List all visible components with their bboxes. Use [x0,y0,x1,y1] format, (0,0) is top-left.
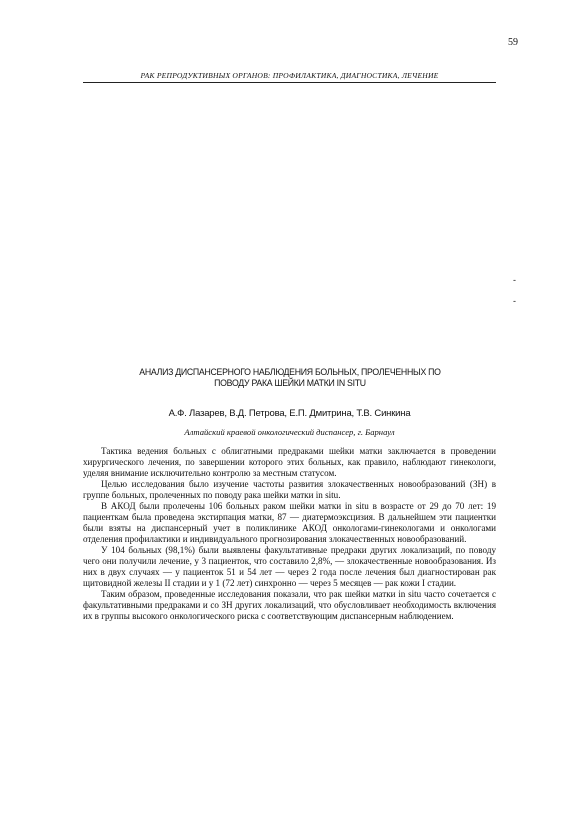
body-paragraph: Целью исследования было изучение частоты развития злокачественных новообразований (ЗН) в группе больных, пролеченных по поводу рака шейки матки in situ. [83,479,496,500]
margin-mark: - [513,275,516,285]
body-paragraph: У 104 больных (98,1%) были выявлены факультативные предраки других локализаций, по поводу чего они получили лечение, у 3 пациенток, что составило 2,8%, — злокачественные новообразования. Из них в двух случаях — у пациенток 51 и 54 лет — через 2 года после лечения был диагностирован рак щитовидной железы II стадии и у 1 (72 лет) синхронно — через 5 месяцев — рак кожи I стадии. [83,545,496,588]
body-paragraph: Тактика ведения больных с облигатными предраками шейки матки заключается в проведении хирургического лечения, по завершении которого этих больных, как правило, наблюдают гинекологи, уделяя внимание исключительно контролю за местным статусом. [83,446,496,478]
body-paragraph: В АКОД были пролечены 106 больных раком шейки матки in situ в возрасте от 29 до 70 лет: 19 пациенткам была проведена экстирпация матки, 87 — диатермоэксцизия. В дальнейшем эти пациентки были взяты на диспансерный учет в поликлинике АКОД онкологами-гинекологами и онкологами отделения профилактики и индивидуального прогнозирования злокачественных новообразований. [83,501,496,544]
header-rule [83,82,496,83]
article-authors: А.Ф. Лазарев, В.Д. Петрова, Е.П. Дмитрина, Т.В. Синкина [168,408,411,419]
body-paragraph: Таким образом, проведенные исследования показали, что рак шейки матки in situ часто сочетается с факультативными предраками и со ЗН других локализаций, что обусловливает необходимость включения их в группы высокого онкологического риска с соответствующим диспансерным наблюдением. [83,589,496,621]
article-body [83,446,496,622]
page-number: 59 [508,37,518,48]
running-header: РАК РЕПРОДУКТИВНЫХ ОРГАНОВ: ПРОФИЛАКТИКА, ДИАГНОСТИКА, ЛЕЧЕНИЕ [140,71,439,80]
article-affiliation: Алтайский краевой онкологический диспансер, г. Барнаул [184,427,395,437]
article-title: АНАЛИЗ ДИСПАНСЕРНОГО НАБЛЮДЕНИЯ БОЛЬНЫХ, ПРОЛЕЧЕННЫХ ПО ПОВОДУ РАКА ШЕЙКИ МАТКИ IN SITU [139,367,441,389]
margin-mark: - [513,296,516,306]
